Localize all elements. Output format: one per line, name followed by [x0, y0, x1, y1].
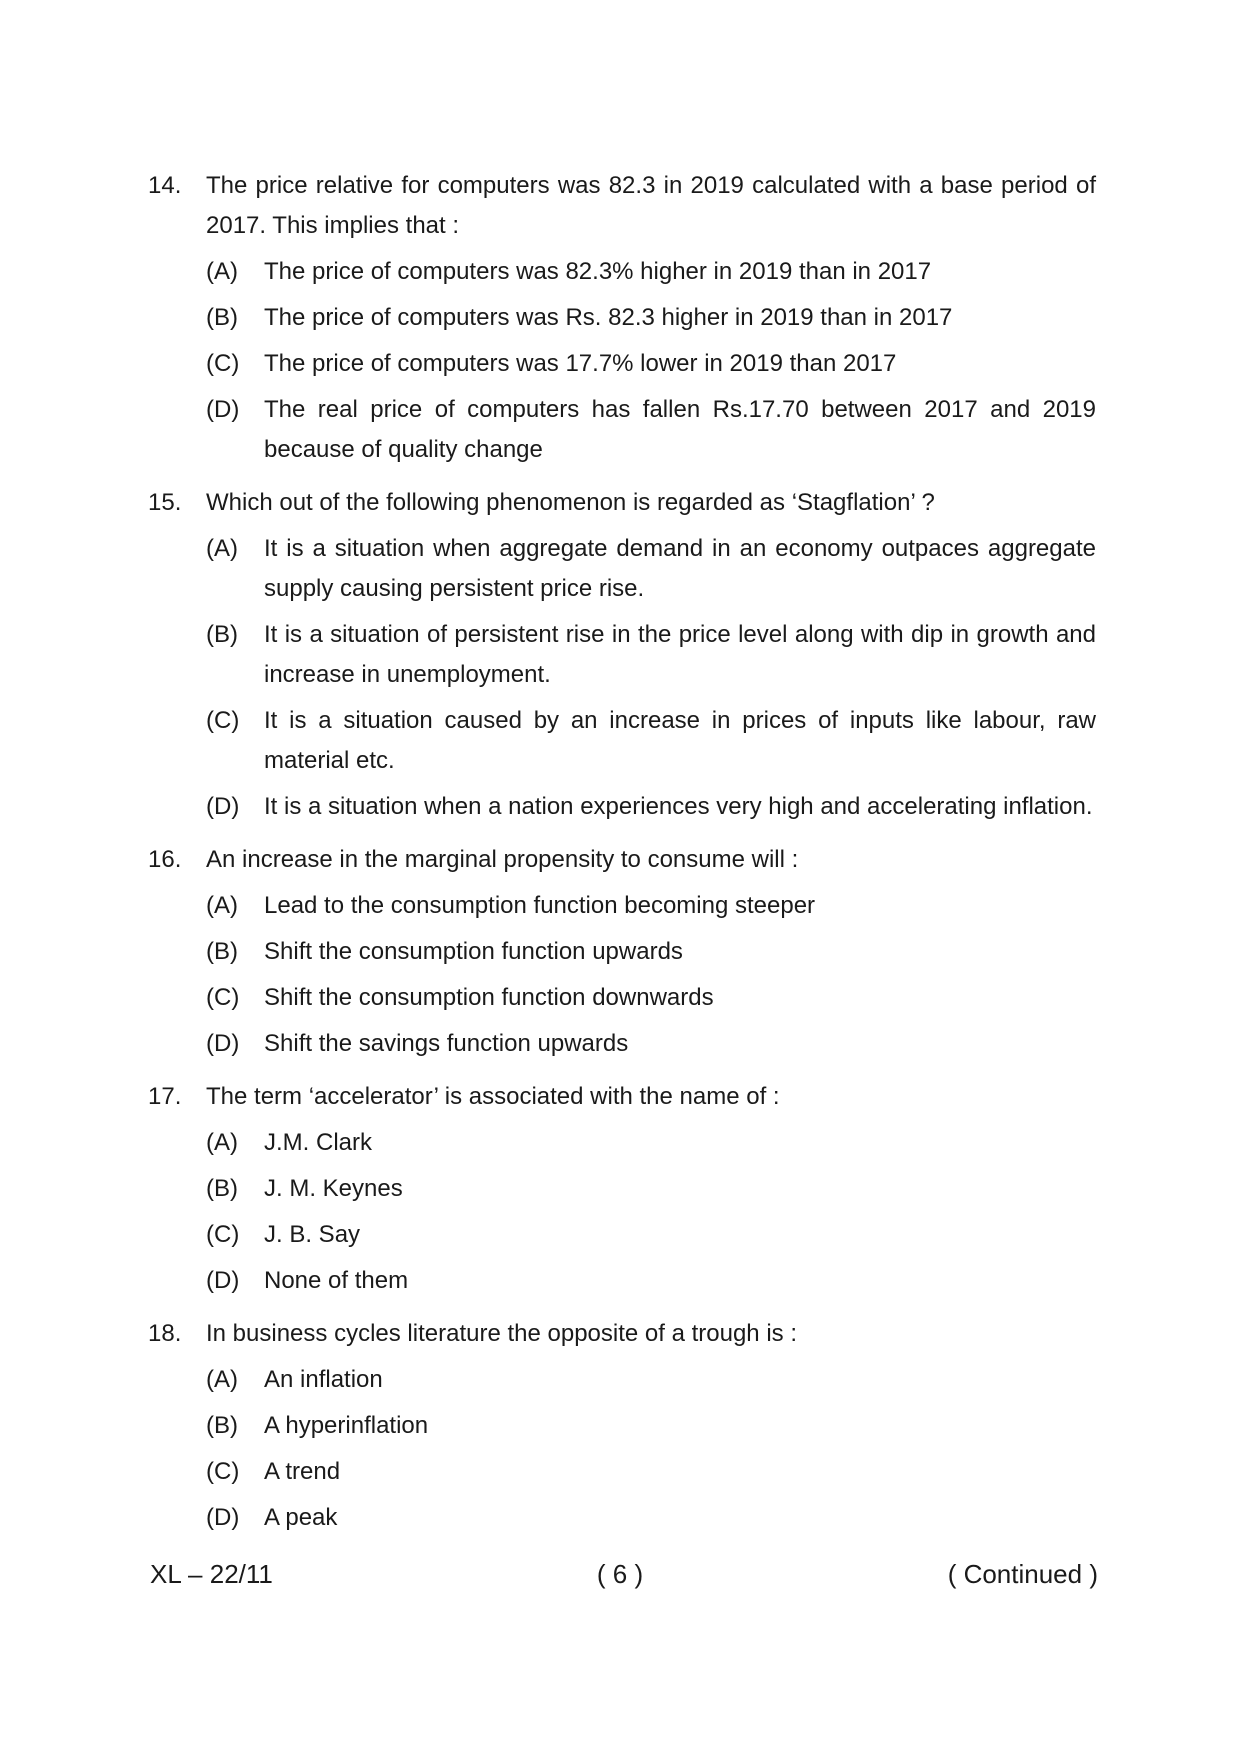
option-d [206, 1024, 1096, 1064]
option-letter: (C) [206, 984, 240, 1011]
option-text: J. M. Keynes [264, 1175, 403, 1202]
option-text: Lead to the consumption function becoming steeper [264, 892, 816, 919]
option-letter: (A) [206, 258, 238, 285]
option-text: It is a situation when a nation experiences very high and accelerating inflation. [264, 793, 1093, 820]
option-text: It is a situation when aggregate demand in an economy outpaces aggregate supply causing persistent price rise. [264, 535, 1096, 602]
question-number: 14. [148, 172, 182, 199]
question-number: 15. [148, 489, 182, 516]
option-a [206, 1360, 1096, 1400]
option-d [206, 390, 1096, 470]
option-b [206, 1406, 1096, 1446]
option-text: The real price of computers has fallen Rs.17.70 between 2017 and 2019 because of quality change [264, 396, 1096, 463]
option-c [206, 344, 1096, 384]
option-list [206, 1360, 1096, 1538]
paper-code: XL – 22/11 [150, 1559, 273, 1589]
option-b [206, 1169, 1096, 1209]
option-text: A peak [264, 1504, 338, 1531]
option-text: A trend [264, 1458, 341, 1485]
continued-label: ( Continued ) [947, 1559, 1098, 1589]
option-letter: (C) [206, 1221, 240, 1248]
option-c [206, 978, 1096, 1018]
option-text: J.M. Clark [264, 1129, 372, 1156]
option-list [206, 529, 1096, 827]
question-list [148, 166, 1096, 1551]
question-number: 18. [148, 1320, 182, 1347]
option-letter: (B) [206, 621, 238, 648]
option-text: A hyperinflation [264, 1412, 429, 1439]
option-letter: (D) [206, 1267, 240, 1294]
question-15 [148, 483, 1096, 827]
option-letter: (D) [206, 1504, 240, 1531]
option-text: Shift the consumption function upwards [264, 938, 683, 965]
option-b [206, 932, 1096, 972]
option-b [206, 298, 1096, 338]
option-list [206, 886, 1096, 1064]
option-letter: (D) [206, 793, 240, 820]
option-letter: (A) [206, 535, 238, 562]
question-16 [148, 840, 1096, 1064]
option-c [206, 1452, 1096, 1492]
option-letter: (B) [206, 938, 238, 965]
option-d [206, 787, 1096, 827]
option-letter: (A) [206, 1366, 238, 1393]
option-letter: (B) [206, 1412, 238, 1439]
option-letter: (D) [206, 396, 240, 423]
option-letter: (A) [206, 892, 238, 919]
option-a [206, 886, 1096, 926]
option-c [206, 1215, 1096, 1255]
option-a [206, 252, 1096, 292]
option-letter: (B) [206, 1175, 238, 1202]
page-number: ( 6 ) [596, 1559, 644, 1589]
option-text: An inflation [264, 1366, 383, 1393]
option-letter: (C) [206, 1458, 240, 1485]
option-a [206, 1123, 1096, 1163]
question-18 [148, 1314, 1096, 1538]
option-text: None of them [264, 1267, 409, 1294]
question-text: An increase in the marginal propensity to consume will : [206, 846, 799, 873]
option-text: Shift the savings function upwards [264, 1030, 629, 1057]
option-text: J. B. Say [264, 1221, 361, 1248]
question-17 [148, 1077, 1096, 1301]
option-text: The price of computers was Rs. 82.3 higher in 2019 than in 2017 [264, 304, 953, 331]
question-text: Which out of the following phenomenon is regarded as ‘Stagflation’ ? [206, 489, 935, 516]
option-text: Shift the consumption function downwards [264, 984, 714, 1011]
option-list [206, 1123, 1096, 1301]
option-a [206, 529, 1096, 609]
option-c [206, 701, 1096, 781]
option-d [206, 1261, 1096, 1301]
option-letter: (C) [206, 350, 240, 377]
option-letter: (B) [206, 304, 238, 331]
option-text: The price of computers was 82.3% higher in 2019 than in 2017 [264, 258, 932, 285]
option-text: It is a situation of persistent rise in the price level along with dip in growth and increase in unemployment. [264, 621, 1096, 688]
option-letter: (D) [206, 1030, 240, 1057]
question-text: The price relative for computers was 82.3 in 2019 calculated with a base period of 2017. This implies that : [206, 172, 1096, 239]
question-text: In business cycles literature the opposite of a trough is : [206, 1320, 797, 1347]
question-number: 16. [148, 846, 182, 873]
question-14 [148, 166, 1096, 470]
question-text: The term ‘accelerator’ is associated with the name of : [206, 1083, 780, 1110]
option-list [206, 252, 1096, 470]
option-text: It is a situation caused by an increase in prices of inputs like labour, raw material etc. [264, 707, 1096, 774]
question-number: 17. [148, 1083, 182, 1110]
option-b [206, 615, 1096, 695]
option-letter: (C) [206, 707, 240, 734]
option-d [206, 1498, 1096, 1538]
option-letter: (A) [206, 1129, 238, 1156]
option-text: The price of computers was 17.7% lower in 2019 than 2017 [264, 350, 897, 377]
